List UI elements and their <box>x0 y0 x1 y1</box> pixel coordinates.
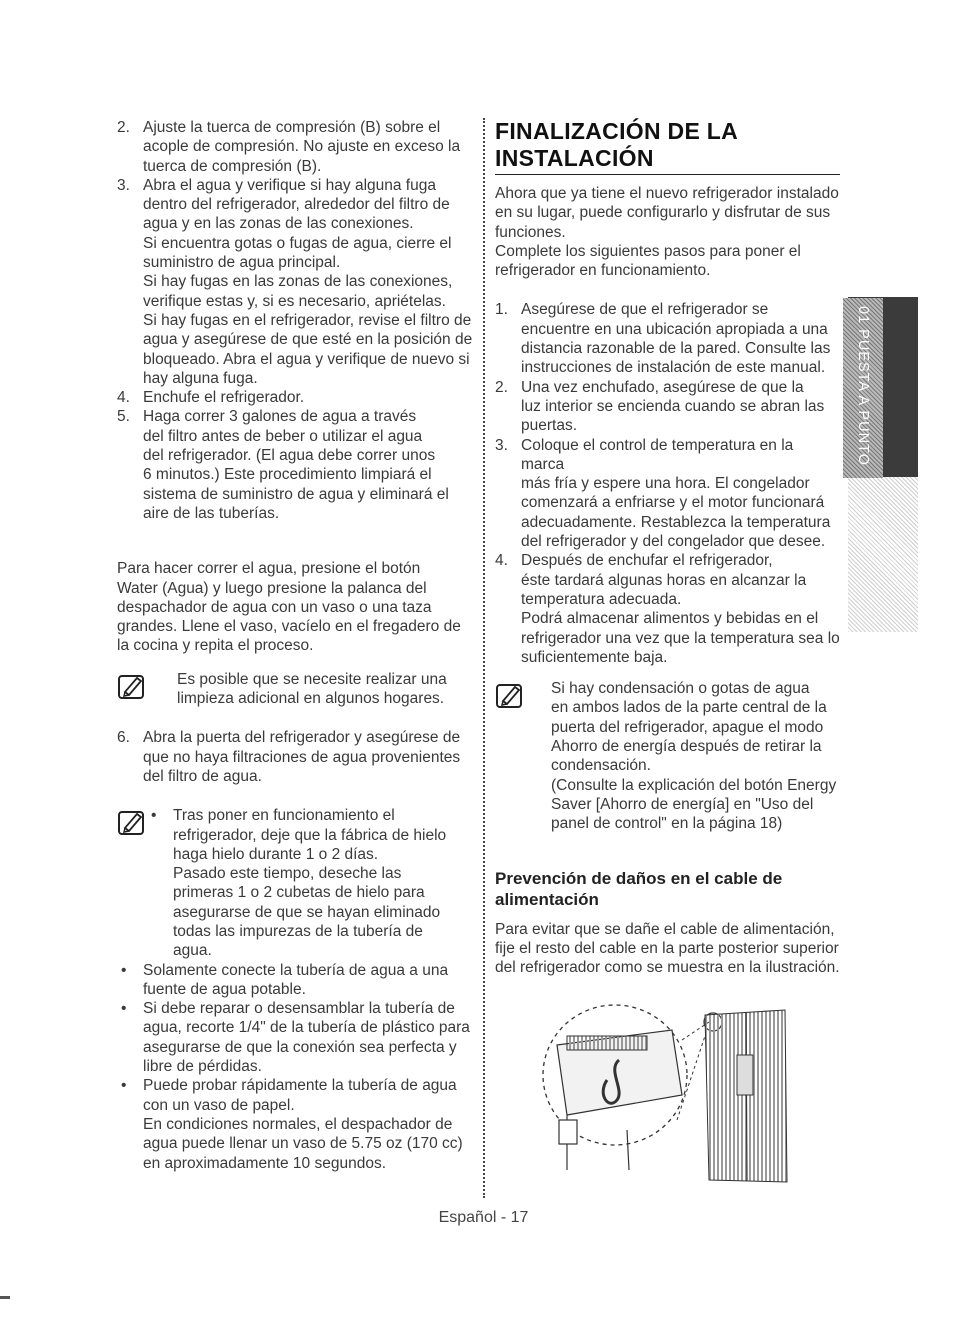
text-line: agua puede llenar un vaso de 5.75 oz (170 cc) <box>143 1135 463 1153</box>
intro-paragraph <box>495 184 840 280</box>
bullet-dot: • <box>121 1077 127 1095</box>
text-line: Si encuentra gotas o fugas de agua, cierre el <box>143 234 452 252</box>
step-6 <box>117 728 475 786</box>
step-text <box>521 378 840 436</box>
text-line: libre de pérdidas. <box>143 1058 262 1076</box>
subsection-title <box>495 868 840 910</box>
step-item <box>117 176 475 388</box>
step-number: 6. <box>117 729 130 747</box>
step-text <box>143 118 475 176</box>
text-line: del filtro antes de beber o utilizar el agua <box>143 427 423 445</box>
text-line: sistema de suministro de agua y eliminará el <box>143 485 449 503</box>
note-icon <box>117 670 157 700</box>
step-item <box>117 388 475 407</box>
text-line: refrigerador una vez que la temperatura sea lo <box>521 629 840 647</box>
text-line: Ajuste la tuerca de compresión (B) sobre el <box>143 119 441 136</box>
text-line: con un vaso de papel. <box>143 1096 295 1114</box>
step-number: 3. <box>117 176 130 194</box>
note-cleaning <box>117 670 475 709</box>
text-line: En condiciones normales, el despachador de <box>143 1115 453 1133</box>
text-line: asegurarse de que la conexión sea perfecta y <box>143 1038 457 1056</box>
text-line: acople de compresión. No ajuste en exceso la <box>143 138 461 156</box>
text-line: Asegúrese de que el refrigerador se <box>521 301 769 319</box>
text-line: Solamente conecte la tubería de agua a una <box>143 961 449 979</box>
text-line: hay alguna fuga. <box>143 369 258 387</box>
step-text <box>143 388 475 407</box>
step-text <box>521 436 840 552</box>
bullet-dot: • <box>121 961 127 979</box>
step-text <box>143 407 475 523</box>
text-line: puerta del refrigerador, apague el modo <box>551 718 824 736</box>
step-item <box>117 407 475 523</box>
step-text <box>521 551 840 667</box>
text-line: encuentre en una ubicación apropiada a una <box>521 320 828 338</box>
note-ice-maker <box>117 806 475 960</box>
text-line: bloqueado. Abra el agua y verifique de nuevo si <box>143 350 470 368</box>
note-icon <box>495 679 535 709</box>
text-line: Abra la puerta del refrigerador y asegúrese de <box>143 729 461 747</box>
text-line: Complete los siguientes pasos para poner el <box>495 242 801 260</box>
text-line: verifique estas y, si es necesario, apriételas. <box>143 292 446 310</box>
step-number: 2. <box>117 119 130 136</box>
step-item <box>117 118 475 176</box>
note-cleaning-text <box>157 670 447 709</box>
text-line: luz interior se encienda cuando se abran las <box>521 397 825 415</box>
subtitle-line: Prevención de daños en el cable de <box>495 868 783 888</box>
text-line: instrucciones de instalación de este manual. <box>521 359 826 377</box>
text-line: Puede probar rápidamente la tubería de agua <box>143 1077 457 1095</box>
text-line: adecuadamente. Restablezca la temperatura <box>521 513 831 531</box>
text-line: fije el resto del cable en la parte posterior superior <box>495 939 839 957</box>
text-line: Saver [Ahorro de energía] en "Uso del <box>551 795 814 813</box>
text-line: asegurarse de que se hayan eliminado <box>173 903 441 921</box>
text-line: Una vez enchufado, asegúrese de que la <box>521 378 804 396</box>
bullet-dot: • <box>151 807 157 825</box>
step-item <box>495 436 840 552</box>
water-instructions-paragraph <box>117 559 475 655</box>
text-line: refrigerador, deje que la fábrica de hielo <box>173 826 447 844</box>
text-line: Tras poner en funcionamiento el <box>173 807 395 825</box>
text-line: en aproximadamente 10 segundos. <box>143 1154 386 1172</box>
step-text <box>143 176 475 388</box>
text-line: Ahorro de energía después de retirar la <box>551 738 822 756</box>
text-line: la cocina y repita el proceso. <box>117 637 314 655</box>
text-line: fuente de agua potable. <box>143 980 306 998</box>
text-line: Si hay fugas en el refrigerador, revise el filtro de <box>143 311 472 329</box>
text-line: haga hielo durante 1 o 2 días. <box>173 845 379 863</box>
text-line: en su lugar, puede configurarlo y disfrutar de sus <box>495 204 831 222</box>
text-line: agua y asegúrese de que esté en la posición de <box>143 331 473 349</box>
bullet-text <box>143 1076 475 1172</box>
text-line: puertas. <box>521 417 578 435</box>
text-line: Water (Agua) y luego presione la palanca del <box>117 579 427 597</box>
text-line: agua y en las zonas de las conexiones. <box>143 215 414 233</box>
section-tab-fade <box>848 477 918 632</box>
text-line: Podrá almacenar alimentos y bebidas en el <box>521 610 819 628</box>
text-line: todas las impurezas de la tubería de <box>173 922 423 940</box>
page-footer: Español - 17 <box>438 1209 529 1226</box>
power-cord-paragraph <box>495 920 840 978</box>
step-number: 4. <box>495 552 508 570</box>
bullet-dot: • <box>121 1000 127 1018</box>
text-line: agua, recorte 1/4" de la tubería de plástico para <box>143 1019 470 1037</box>
text-line: grandes. Llene el vaso, vacíelo en el fregadero de <box>117 618 461 636</box>
power-cord-illustration <box>537 1000 797 1185</box>
text-line: Para evitar que se dañe el cable de alimentación, <box>495 920 835 938</box>
text-line: funciones. <box>495 223 566 241</box>
text-line: refrigerador en funcionamiento. <box>495 262 711 280</box>
bullet-text <box>143 999 475 1076</box>
text-line: despachador de agua con un vaso o una taza <box>117 598 432 616</box>
bullet-list <box>117 961 475 1173</box>
text-line: 6 minutos.) Este procedimiento limpiará el <box>143 466 432 484</box>
bullet-item <box>117 961 475 1000</box>
text-line: del filtro de agua. <box>143 767 262 785</box>
text-line: Haga correr 3 galones de agua a través <box>143 408 417 426</box>
text-line: éste tardará algunas horas en alcanzar la <box>521 571 807 589</box>
text-line: suministro de agua principal. <box>143 254 341 272</box>
note-condensation-text <box>535 679 836 833</box>
step-list-a <box>117 118 475 523</box>
bullet-item <box>117 1076 475 1172</box>
text-line: agua. <box>173 942 212 960</box>
text-line: Pasado este tiempo, deseche las <box>173 865 402 883</box>
step-item <box>495 378 840 436</box>
step-number: 3. <box>495 436 508 454</box>
subtitle-line: alimentación <box>495 889 599 909</box>
text-line: panel de control" en la página 18) <box>551 815 783 833</box>
text-line: distancia razonable de la pared. Consulte las <box>521 340 831 358</box>
column-divider <box>483 118 485 1198</box>
text-line: condensación. <box>551 757 651 775</box>
step-text <box>143 728 475 786</box>
text-line: en ambos lados de la parte central de la <box>551 699 827 717</box>
step-number: 4. <box>117 389 130 407</box>
text-line: Para hacer correr el agua, presione el botón <box>117 560 421 578</box>
text-line: del refrigerador y del congelador que desee. <box>521 533 826 551</box>
title-line: INSTALACIÓN <box>495 145 654 171</box>
text-line: Es posible que se necesite realizar una <box>177 670 447 688</box>
text-line: Si hay condensación o gotas de agua <box>551 680 810 698</box>
text-line: Coloque el control de temperatura en la marca <box>521 436 794 473</box>
bullet-text <box>143 961 475 1000</box>
text-line: que no haya filtraciones de agua provenientes <box>143 748 461 766</box>
text-line: suficientemente baja. <box>521 648 668 666</box>
text-line: Después de enchufar el refrigerador, <box>521 552 773 570</box>
text-line: tuerca de compresión (B). <box>143 157 322 175</box>
text-line: Enchufe el refrigerador. <box>143 389 305 407</box>
step-item <box>495 300 840 377</box>
step-list <box>495 300 840 667</box>
text-line: Ahora que ya tiene el nuevo refrigerador instalado <box>495 185 839 202</box>
note-ice-maker-text <box>173 806 475 960</box>
text-line: del refrigerador. (El agua debe correr unos <box>143 447 436 465</box>
title-line: FINALIZACIÓN DE LA <box>495 118 739 144</box>
text-line: Abra el agua y verifique si hay alguna fuga <box>143 176 436 194</box>
step-number: 1. <box>495 301 508 319</box>
text-line: temperatura adecuada. <box>521 590 682 608</box>
bullet-item <box>117 999 475 1076</box>
text-line: primeras 1 o 2 cubetas de hielo para <box>173 884 425 902</box>
text-line: comenzará a enfriarse y el motor funcionará <box>521 494 825 512</box>
section-tab-label: 01 PUESTA A PUNTO <box>843 298 883 478</box>
text-line: Si debe reparar o desensamblar la tubería de <box>143 1000 455 1018</box>
left-column <box>117 118 475 1173</box>
step-item <box>495 551 840 667</box>
step-text <box>521 300 840 377</box>
note-condensation <box>495 679 840 833</box>
text-line: (Consulte la explicación del botón Energy <box>551 776 837 794</box>
text-line: más fría y espere una hora. El congelador <box>521 475 810 493</box>
section-title <box>495 118 840 175</box>
right-column <box>495 118 840 977</box>
corner-mark <box>0 1296 10 1299</box>
step-number: 5. <box>117 408 130 426</box>
step-number: 2. <box>495 378 508 396</box>
text-line: del refrigerador como se muestra en la ilustración. <box>495 959 840 977</box>
text-line: limpieza adicional en algunos hogares. <box>177 690 445 708</box>
text-line: aire de las tuberías. <box>143 504 280 522</box>
text-line: dentro del refrigerador, alrededor del filtro de <box>143 196 450 214</box>
text-line: Si hay fugas en las zonas de las conexiones, <box>143 273 453 291</box>
